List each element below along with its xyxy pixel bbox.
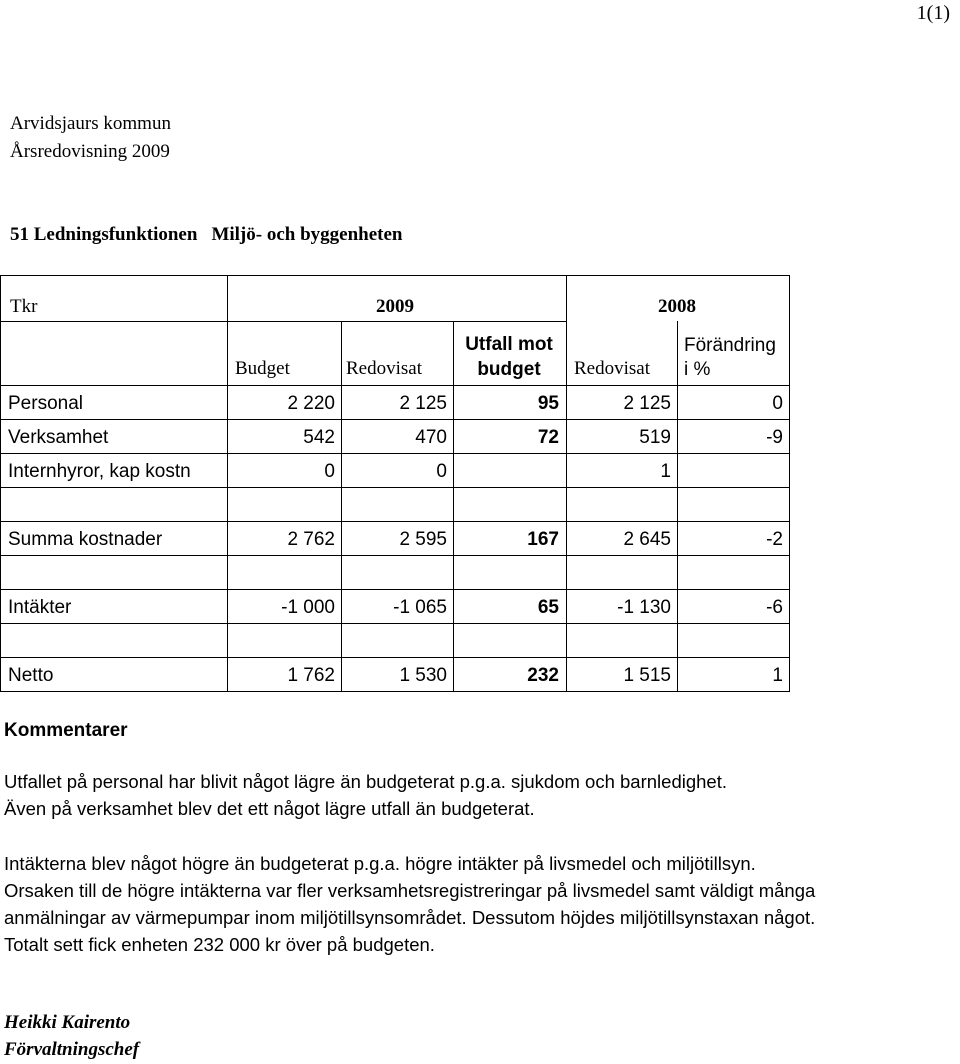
cell-change: 1 xyxy=(772,665,783,686)
cell-budget: -1 000 xyxy=(281,597,335,618)
cell-redovisat-prev: 2 125 xyxy=(623,393,671,414)
table-line xyxy=(0,419,790,420)
cell-redovisat: 0 xyxy=(436,461,447,482)
column-header-utfall xyxy=(458,332,560,382)
cell-change: -2 xyxy=(766,529,783,550)
column-header-forandring-line2: i % xyxy=(684,359,711,380)
comments-heading: Kommentarer xyxy=(4,720,128,741)
cell-redovisat: 2 595 xyxy=(399,529,447,550)
cell-utfall: 95 xyxy=(537,393,559,414)
cell-change: -9 xyxy=(766,427,783,448)
cell-redovisat: 2 125 xyxy=(399,393,447,414)
column-header-utfall-line2: budget xyxy=(477,359,541,380)
row-label: Netto xyxy=(8,665,54,686)
report-title: Årsredovisning 2009 xyxy=(10,141,170,162)
cell-budget: 2 762 xyxy=(287,529,335,550)
table-line xyxy=(0,657,790,658)
comment-line: Orsaken till de högre intäkterna var fler verksamhetsregistreringar på livsmedel samt väldigt många xyxy=(4,880,816,901)
column-header-forandring xyxy=(684,334,776,382)
cell-utfall: 72 xyxy=(537,427,559,448)
row-label: Personal xyxy=(8,393,83,414)
column-header-utfall-line1: Utfall mot xyxy=(465,334,553,355)
cell-budget: 2 220 xyxy=(287,393,335,414)
column-header-forandring-line1: Förändring xyxy=(684,335,776,356)
table-line xyxy=(566,275,567,692)
table-line xyxy=(0,275,1,692)
table-line xyxy=(0,321,566,322)
cell-redovisat: 470 xyxy=(415,427,447,448)
cell-redovisat-prev: 1 515 xyxy=(623,665,671,686)
comment-line: Även på verksamhet blev det ett något lägre utfall än budgeterat. xyxy=(4,798,535,819)
cell-utfall: 65 xyxy=(537,597,559,618)
cell-redovisat-prev: 519 xyxy=(639,427,671,448)
row-label: Intäkter xyxy=(8,597,72,618)
cell-change: -6 xyxy=(766,597,783,618)
row-label: Verksamhet xyxy=(8,427,109,448)
cell-change: 0 xyxy=(772,393,783,414)
cell-redovisat: -1 065 xyxy=(393,597,447,618)
row-label: Internhyror, kap kostn xyxy=(8,461,191,482)
signature-role: Förvaltningschef xyxy=(4,1039,140,1060)
cell-redovisat-prev: 2 645 xyxy=(623,529,671,550)
table-line xyxy=(227,275,228,692)
column-header-redovisat: Redovisat xyxy=(346,358,422,379)
cell-budget: 0 xyxy=(324,461,335,482)
comment-line: Intäkterna blev något högre än budgeterat p.g.a. högre intäkter på livsmedel och miljötillsyn. xyxy=(4,853,756,874)
page-number: 1(1) xyxy=(916,2,950,24)
cell-redovisat-prev: -1 130 xyxy=(617,597,671,618)
section-unit: Miljö- och byggenheten xyxy=(211,224,403,245)
section-code-name: 51 Ledningsfunktionen xyxy=(10,224,198,245)
table-line xyxy=(341,321,342,692)
cell-utfall: 232 xyxy=(527,665,559,686)
table-line xyxy=(0,691,790,692)
table-line xyxy=(0,589,790,590)
organization-name: Arvidsjaurs kommun xyxy=(10,113,171,134)
section-title xyxy=(10,224,402,246)
comment-line: anmälningar av värmepumpar inom miljötillsynsområdet. Dessutom höjdes miljötillsynstaxan något. xyxy=(4,907,816,928)
table-line xyxy=(0,487,790,488)
table-line xyxy=(0,521,790,522)
comment-line: Utfallet på personal har blivit något lägre än budgeterat p.g.a. sjukdom och barnledighet. xyxy=(4,771,727,792)
table-line xyxy=(677,321,678,692)
column-header-budget: Budget xyxy=(235,358,290,379)
comment-line: Totalt sett fick enheten 232 000 kr över på budgeten. xyxy=(4,934,435,955)
year-previous: 2008 xyxy=(658,296,696,317)
table-line xyxy=(0,385,790,386)
cell-redovisat-prev: 1 xyxy=(660,461,671,482)
table-line xyxy=(453,321,454,692)
signature-name: Heikki Kairento xyxy=(4,1012,131,1033)
table-line xyxy=(789,275,790,692)
unit-label: Tkr xyxy=(10,296,38,317)
table-line xyxy=(0,555,790,556)
row-label: Summa kostnader xyxy=(8,529,163,550)
cell-redovisat: 1 530 xyxy=(399,665,447,686)
document-header xyxy=(10,110,171,166)
cell-budget: 542 xyxy=(303,427,335,448)
column-header-redovisat-prev: Redovisat xyxy=(574,358,650,379)
cell-utfall: 167 xyxy=(527,529,559,550)
table-line xyxy=(0,623,790,624)
year-current: 2009 xyxy=(376,296,414,317)
table-line xyxy=(0,453,790,454)
table-line xyxy=(0,275,790,276)
cell-budget: 1 762 xyxy=(287,665,335,686)
